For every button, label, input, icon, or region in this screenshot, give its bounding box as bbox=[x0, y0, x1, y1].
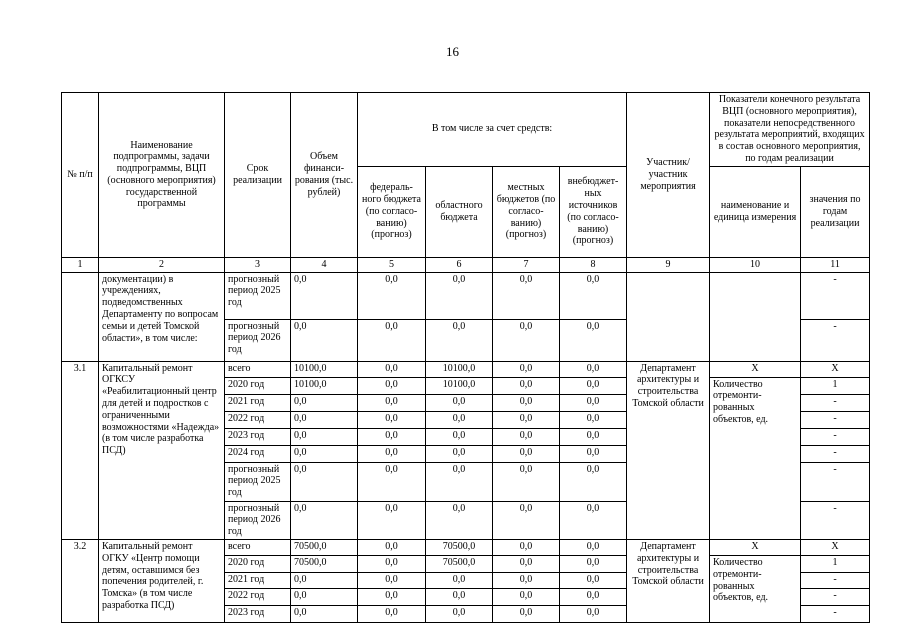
row-extra: 0,0 bbox=[560, 411, 627, 428]
row-indicator-value: - bbox=[801, 272, 870, 319]
row-volume: 0,0 bbox=[291, 501, 358, 539]
row-local: 0,0 bbox=[493, 319, 560, 361]
header-indicators-group: Показатели конечного результата ВЦП (основного мероприятия), показатели непосредственного результата мероприятий, входящих в состав основного мероприятия, по годам реализации bbox=[710, 93, 870, 167]
item-name: Капитальный ремонт ОГКСУ «Реабилитационный центр для детей и подростков с ограниченными возможностями «Надежда» (в том числе разработка ПСД) bbox=[99, 361, 225, 539]
row-federal: 0,0 bbox=[358, 501, 426, 539]
row-volume: 70500,0 bbox=[291, 539, 358, 555]
row-local: 0,0 bbox=[493, 272, 560, 319]
row-regional: 0,0 bbox=[426, 445, 493, 462]
row-volume: 10100,0 bbox=[291, 377, 358, 394]
item-indicator-total: Х bbox=[710, 539, 801, 555]
row-participant-empty bbox=[627, 272, 710, 361]
header-extra: внебюджет-ных источников (по согласо-ванию) (прогноз) bbox=[560, 166, 627, 257]
column-number: 1 bbox=[62, 257, 99, 272]
row-period: прогнозный период 2025 год bbox=[225, 462, 291, 501]
row-federal: 0,0 bbox=[358, 361, 426, 377]
row-regional: 0,0 bbox=[426, 572, 493, 588]
row-regional: 70500,0 bbox=[426, 539, 493, 555]
row-volume: 10100,0 bbox=[291, 361, 358, 377]
row-name: документации) в учреждениях, подведомственных Департаменту по вопросам семьи и детей Томской области», в том числе: bbox=[99, 272, 225, 361]
row-extra: 0,0 bbox=[560, 605, 627, 622]
header-volume: Объем финанси-рования (тыс. рублей) bbox=[291, 93, 358, 258]
row-federal: 0,0 bbox=[358, 605, 426, 622]
item-participant: Департамент архитектуры и строительства Томской области bbox=[627, 361, 710, 539]
row-regional: 0,0 bbox=[426, 588, 493, 605]
row-indicator-value: - bbox=[801, 428, 870, 445]
row-local: 0,0 bbox=[493, 411, 560, 428]
row-local: 0,0 bbox=[493, 394, 560, 411]
row-federal: 0,0 bbox=[358, 555, 426, 572]
row-volume: 0,0 bbox=[291, 411, 358, 428]
row-volume: 0,0 bbox=[291, 319, 358, 361]
row-federal: 0,0 bbox=[358, 411, 426, 428]
row-federal: 0,0 bbox=[358, 272, 426, 319]
row-local: 0,0 bbox=[493, 588, 560, 605]
row-federal: 0,0 bbox=[358, 377, 426, 394]
budget-table bbox=[61, 92, 870, 623]
row-extra: 0,0 bbox=[560, 428, 627, 445]
page-number: 16 bbox=[446, 44, 459, 59]
header-sources-group: В том числе за счет средств: bbox=[358, 93, 627, 167]
header-regional: областного бюджета bbox=[426, 166, 493, 257]
row-extra: 0,0 bbox=[560, 462, 627, 501]
row-period: 2021 год bbox=[225, 394, 291, 411]
row-volume: 0,0 bbox=[291, 394, 358, 411]
row-local: 0,0 bbox=[493, 462, 560, 501]
row-federal: 0,0 bbox=[358, 394, 426, 411]
row-local: 0,0 bbox=[493, 539, 560, 555]
item-indicator-name: Количество отремонти-рованных объектов, ед. bbox=[710, 377, 801, 539]
row-period: прогнозный период 2025 год bbox=[225, 272, 291, 319]
header-indicator-name: наименование и единица измерения bbox=[710, 166, 801, 257]
row-volume: 0,0 bbox=[291, 445, 358, 462]
row-indicator-value: - bbox=[801, 462, 870, 501]
row-extra: 0,0 bbox=[560, 555, 627, 572]
row-extra: 0,0 bbox=[560, 445, 627, 462]
row-federal: 0,0 bbox=[358, 588, 426, 605]
row-regional: 0,0 bbox=[426, 605, 493, 622]
row-indicator-value: - bbox=[801, 588, 870, 605]
row-period: 2023 год bbox=[225, 605, 291, 622]
item-no: 3.2 bbox=[62, 539, 99, 622]
row-period: 2021 год bbox=[225, 572, 291, 588]
row-indicator-value: - bbox=[801, 572, 870, 588]
item-no: 3.1 bbox=[62, 361, 99, 539]
row-volume: 0,0 bbox=[291, 272, 358, 319]
row-federal: 0,0 bbox=[358, 445, 426, 462]
row-regional: 10100,0 bbox=[426, 361, 493, 377]
row-indicator-value: - bbox=[801, 319, 870, 361]
row-regional: 0,0 bbox=[426, 272, 493, 319]
row-regional: 10100,0 bbox=[426, 377, 493, 394]
column-number: 5 bbox=[358, 257, 426, 272]
column-number: 10 bbox=[710, 257, 801, 272]
row-indicator-value: - bbox=[801, 411, 870, 428]
row-period: прогнозный период 2026 год bbox=[225, 501, 291, 539]
row-local: 0,0 bbox=[493, 501, 560, 539]
header-local: местных бюджетов (по согласо-ванию) (прогноз) bbox=[493, 166, 560, 257]
table-row bbox=[62, 539, 870, 555]
row-federal: 0,0 bbox=[358, 462, 426, 501]
row-period: 2020 год bbox=[225, 377, 291, 394]
header-no: № п/п bbox=[62, 93, 99, 258]
row-regional: 0,0 bbox=[426, 462, 493, 501]
row-federal: 0,0 bbox=[358, 539, 426, 555]
row-federal: 0,0 bbox=[358, 319, 426, 361]
row-extra: 0,0 bbox=[560, 588, 627, 605]
row-volume: 0,0 bbox=[291, 572, 358, 588]
row-period: 2022 год bbox=[225, 411, 291, 428]
row-local: 0,0 bbox=[493, 555, 560, 572]
row-extra: 0,0 bbox=[560, 361, 627, 377]
item-participant: Департамент архитектуры и строительства Томской области bbox=[627, 539, 710, 622]
row-period: 2024 год bbox=[225, 445, 291, 462]
header-indicator-values: значения по годам реализации bbox=[801, 166, 870, 257]
row-federal: 0,0 bbox=[358, 428, 426, 445]
row-period: 2020 год bbox=[225, 555, 291, 572]
item-name: Капитальный ремонт ОГКУ «Центр помощи детям, оставшимся без попечения родителей, г. Томска» (в том числе разработка ПСД) bbox=[99, 539, 225, 622]
item-indicator-total: Х bbox=[710, 361, 801, 377]
item-indicator-name: Количество отремонти-рованных объектов, ед. bbox=[710, 555, 801, 622]
row-local: 0,0 bbox=[493, 377, 560, 394]
column-number: 4 bbox=[291, 257, 358, 272]
column-number: 6 bbox=[426, 257, 493, 272]
column-number: 2 bbox=[99, 257, 225, 272]
row-regional: 0,0 bbox=[426, 501, 493, 539]
column-number: 8 bbox=[560, 257, 627, 272]
table-row bbox=[62, 272, 870, 319]
row-federal: 0,0 bbox=[358, 572, 426, 588]
row-local: 0,0 bbox=[493, 605, 560, 622]
row-regional: 0,0 bbox=[426, 428, 493, 445]
row-period: 2022 год bbox=[225, 588, 291, 605]
column-number: 3 bbox=[225, 257, 291, 272]
row-period: всего bbox=[225, 361, 291, 377]
row-extra: 0,0 bbox=[560, 377, 627, 394]
row-regional: 0,0 bbox=[426, 394, 493, 411]
header-name: Наименование подпрограммы, задачи подпрограммы, ВЦП (основного мероприятия) государственной программы bbox=[99, 93, 225, 258]
column-number: 7 bbox=[493, 257, 560, 272]
column-number: 11 bbox=[801, 257, 870, 272]
row-local: 0,0 bbox=[493, 428, 560, 445]
column-number: 9 bbox=[627, 257, 710, 272]
row-extra: 0,0 bbox=[560, 501, 627, 539]
table-row bbox=[62, 361, 870, 377]
row-extra: 0,0 bbox=[560, 572, 627, 588]
row-indicator-value: - bbox=[801, 605, 870, 622]
header-federal: федераль-ного бюджета (по согласо-ванию) (прогноз) bbox=[358, 166, 426, 257]
row-period: всего bbox=[225, 539, 291, 555]
row-indicator-value: - bbox=[801, 445, 870, 462]
row-indicator-value: - bbox=[801, 394, 870, 411]
row-local: 0,0 bbox=[493, 572, 560, 588]
row-extra: 0,0 bbox=[560, 394, 627, 411]
header-participant: Участник/ участник мероприятия bbox=[627, 93, 710, 258]
row-period: 2023 год bbox=[225, 428, 291, 445]
row-period: прогнозный период 2026 год bbox=[225, 319, 291, 361]
row-regional: 0,0 bbox=[426, 319, 493, 361]
row-volume: 70500,0 bbox=[291, 555, 358, 572]
row-regional: 70500,0 bbox=[426, 555, 493, 572]
row-no-empty bbox=[62, 272, 99, 361]
row-indicator-empty bbox=[710, 272, 801, 361]
header-term: Срок реализации bbox=[225, 93, 291, 258]
row-regional: 0,0 bbox=[426, 411, 493, 428]
row-indicator-value: 1 bbox=[801, 555, 870, 572]
row-volume: 0,0 bbox=[291, 428, 358, 445]
row-indicator-value: 1 bbox=[801, 377, 870, 394]
row-local: 0,0 bbox=[493, 361, 560, 377]
row-indicator-value: Х bbox=[801, 539, 870, 555]
row-volume: 0,0 bbox=[291, 605, 358, 622]
row-volume: 0,0 bbox=[291, 588, 358, 605]
row-extra: 0,0 bbox=[560, 272, 627, 319]
row-indicator-value: Х bbox=[801, 361, 870, 377]
row-volume: 0,0 bbox=[291, 462, 358, 501]
row-extra: 0,0 bbox=[560, 539, 627, 555]
row-extra: 0,0 bbox=[560, 319, 627, 361]
row-local: 0,0 bbox=[493, 445, 560, 462]
row-indicator-value: - bbox=[801, 501, 870, 539]
